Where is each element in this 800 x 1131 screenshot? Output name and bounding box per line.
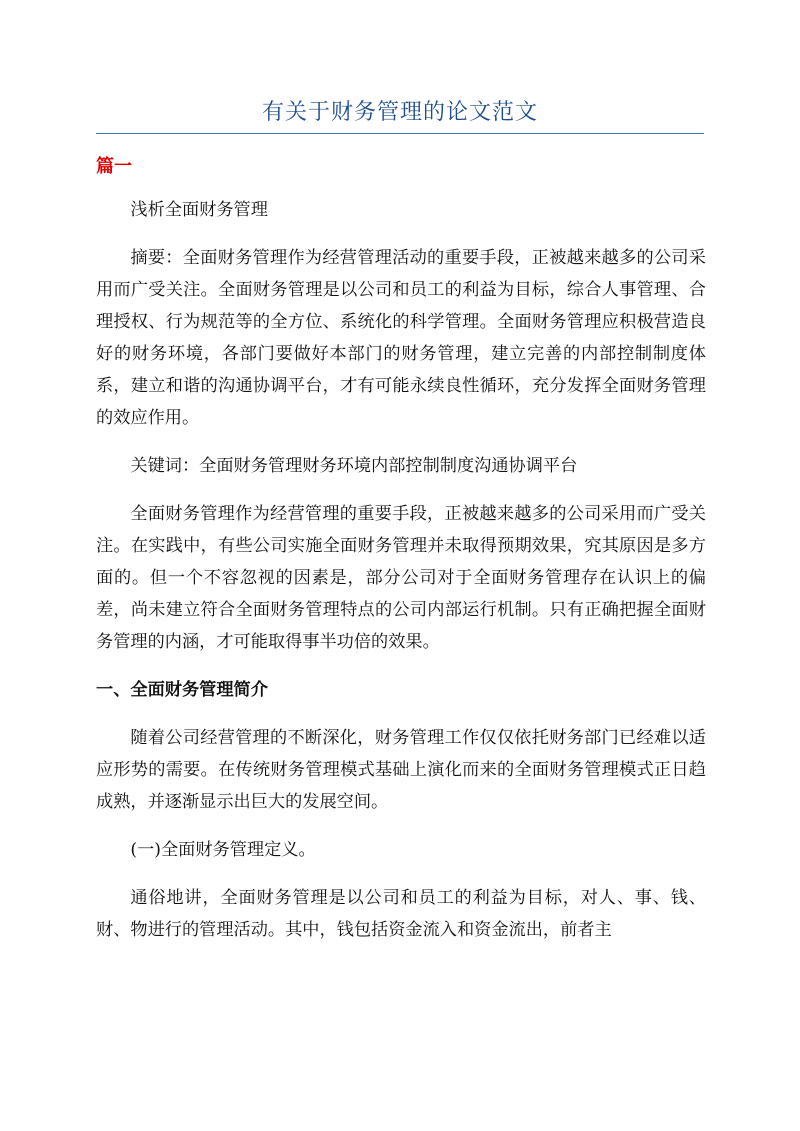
section-label: 篇一	[96, 156, 132, 177]
paragraph-abstract: 摘要：全面财务管理作为经营管理活动的重要手段，正被越来越多的公司采用而广受关注。全面财务管理是以公司和员工的利益为目标，综合人事管理、合理授权、行为规范等的全方位、系统化的科学管理。全面财务管理应积极营造良好的财务环境，各部门要做好本部门的财务管理，建立完善的内部控制制度体系，建立和谐的沟通协调平台，才有可能永续良性循环，充分发挥全面财务管理的效应作用。	[96, 248, 706, 428]
title-divider	[96, 133, 704, 134]
document-title: 有关于财务管理的论文范文	[261, 100, 538, 125]
paragraph-section-1: 随着公司经营管理的不断深化，财务管理工作仅仅依托财务部门已经难以适应形势的需要。在传统财务管理模式基础上演化而来的全面财务管理模式正日趋成熟，并逐渐显示出巨大的发展空间。	[96, 728, 706, 812]
document-body	[96, 194, 706, 962]
paragraph-definition: 通俗地讲，全面财务管理是以公司和员工的利益为目标，对人、事、钱、财、物进行的管理活动。其中，钱包括资金流入和资金流出，前者主	[96, 888, 706, 940]
paragraph-subtitle: 浅析全面财务管理	[130, 200, 268, 220]
paragraph-subheading: (一)全面财务管理定义。	[130, 840, 316, 860]
section-heading: 一、全面财务管理简介	[96, 680, 268, 700]
paragraph-intro: 全面财务管理作为经营管理的重要手段，正被越来越多的公司采用而广受关注。在实践中，有些公司实施全面财务管理并未取得预期效果，究其原因是多方面的。但一个不容忽视的因素是，部分公司对于全面财务管理存在认识上的偏差，尚未建立符合全面财务管理特点的公司内部运行机制。只有正确把握全面财务管理的内涵，才可能取得事半功倍的效果。	[96, 504, 706, 652]
paragraph-keywords: 关键词：全面财务管理财务环境内部控制制度沟通协调平台	[130, 456, 578, 476]
